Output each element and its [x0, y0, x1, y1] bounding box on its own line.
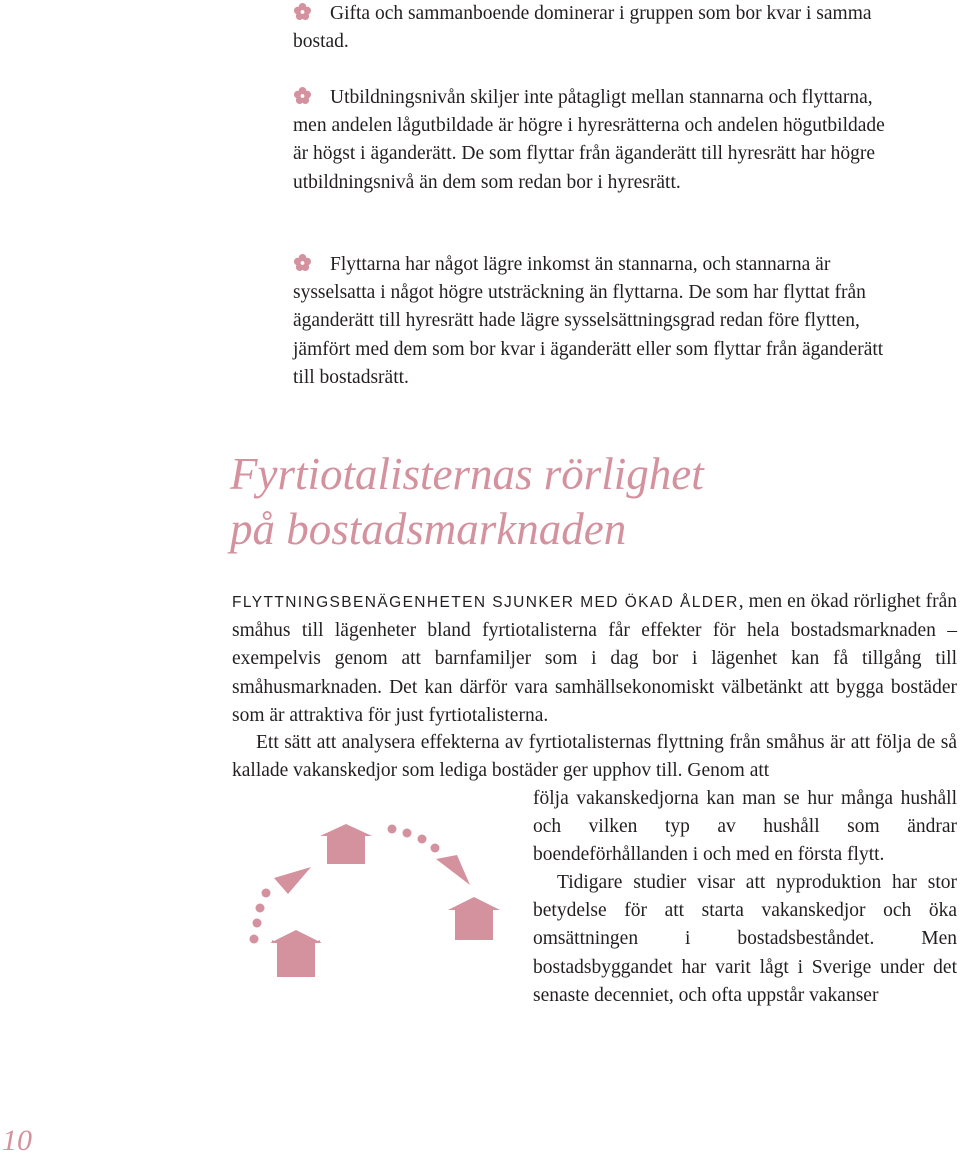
chain-dot [418, 835, 427, 844]
section-heading [230, 447, 930, 557]
flower-icon [293, 86, 312, 105]
chain-dot [250, 935, 259, 944]
chain-dot [403, 829, 412, 838]
paragraph-text: Ett sätt att analysera effekterna av fyrtiotalisternas flyttning från småhus är att följa de så kallade vakanskedjor som lediga bostäder ger upphov till. Genom att [232, 732, 957, 782]
paragraph-text: följa vakanskedjorna kan man se hur många hushåll och vilken typ av hushåll som ändrar boendeförhållanden i och med en första flytt. [533, 788, 957, 866]
chain-dot [253, 919, 262, 928]
house-chain-icon [236, 812, 516, 992]
house-icon [320, 824, 372, 864]
paragraph-text: , men en ökad rörlighet från småhus till lägenheter bland fyrtiotalisterna får effekter för hela bostadsmarknaden – exempelvis genom att barnfamiljer som i dag bor i lägenhet kan få tillgång till småhusmarknaden. Det kan därför vara samhällsekonomiskt välbetänkt att bygga bostäder som är attraktiva för just fyrtiotalisterna. [232, 591, 957, 726]
bullet-item-3 [293, 251, 898, 392]
heading-line-2: på bostadsmarknaden [230, 504, 627, 554]
bullet-text: Flyttarna har något lägre inkomst än stannarna, och stannarna är sysselsatta i något högre utsträckning än flyttarna. De som har flyttat från äganderätt till hyresrätt hade lägre sysselsättningsgrad redan före flytten, jämfört med dem som bor kvar i äganderätt eller som flyttar från äganderätt till bostadsrätt. [293, 254, 884, 388]
bullet-item-2 [293, 84, 898, 197]
chain-dot [262, 889, 271, 898]
arrow-icon [436, 855, 470, 885]
chain-dot [431, 844, 440, 853]
body-paragraph-2-continued [533, 785, 957, 870]
chain-dot [388, 825, 397, 834]
arrow-icon [274, 867, 311, 894]
bullet-text: Utbildningsnivån skiljer inte påtagligt mellan stannarna och flyttarna, men andelen lågutbildade är högre i hyresrätterna och andelen högutbildade är högst i äganderätt. De som flyttar från äganderätt till hyresrätt har högre utbildningsnivå än dem som redan bor i hyresrätt. [293, 87, 885, 193]
flower-icon [293, 2, 312, 21]
body-paragraph-1 [232, 588, 957, 730]
house-icon [270, 930, 322, 977]
paragraph-text: Tidigare studier visar att nyproduktion har stor betydelse för att starta vakanskedjor och öka omsättningen i bostadsbeståndet. Men bostadsbyggandet har varit lågt i Sverige under det senaste decenniet, och ofta uppstår vakanser [533, 872, 957, 1006]
bullet-text: Gifta och sammanboende dominerar i gruppen som bor kvar i samma bostad. [293, 3, 872, 53]
page-number: 10 [2, 1124, 32, 1157]
body-paragraph-3 [533, 869, 957, 1010]
bullet-item-1 [293, 0, 898, 56]
heading-line-1: Fyrtiotalisternas rörlighet [230, 449, 704, 499]
flower-icon [293, 253, 312, 272]
body-paragraph-2 [232, 729, 957, 785]
house-icon [448, 897, 500, 940]
lead-in-caps: FLYTTNINGSBENÄGENHETEN SJUNKER MED ÖKAD ÅLDER [232, 594, 739, 611]
chain-dot [256, 904, 265, 913]
